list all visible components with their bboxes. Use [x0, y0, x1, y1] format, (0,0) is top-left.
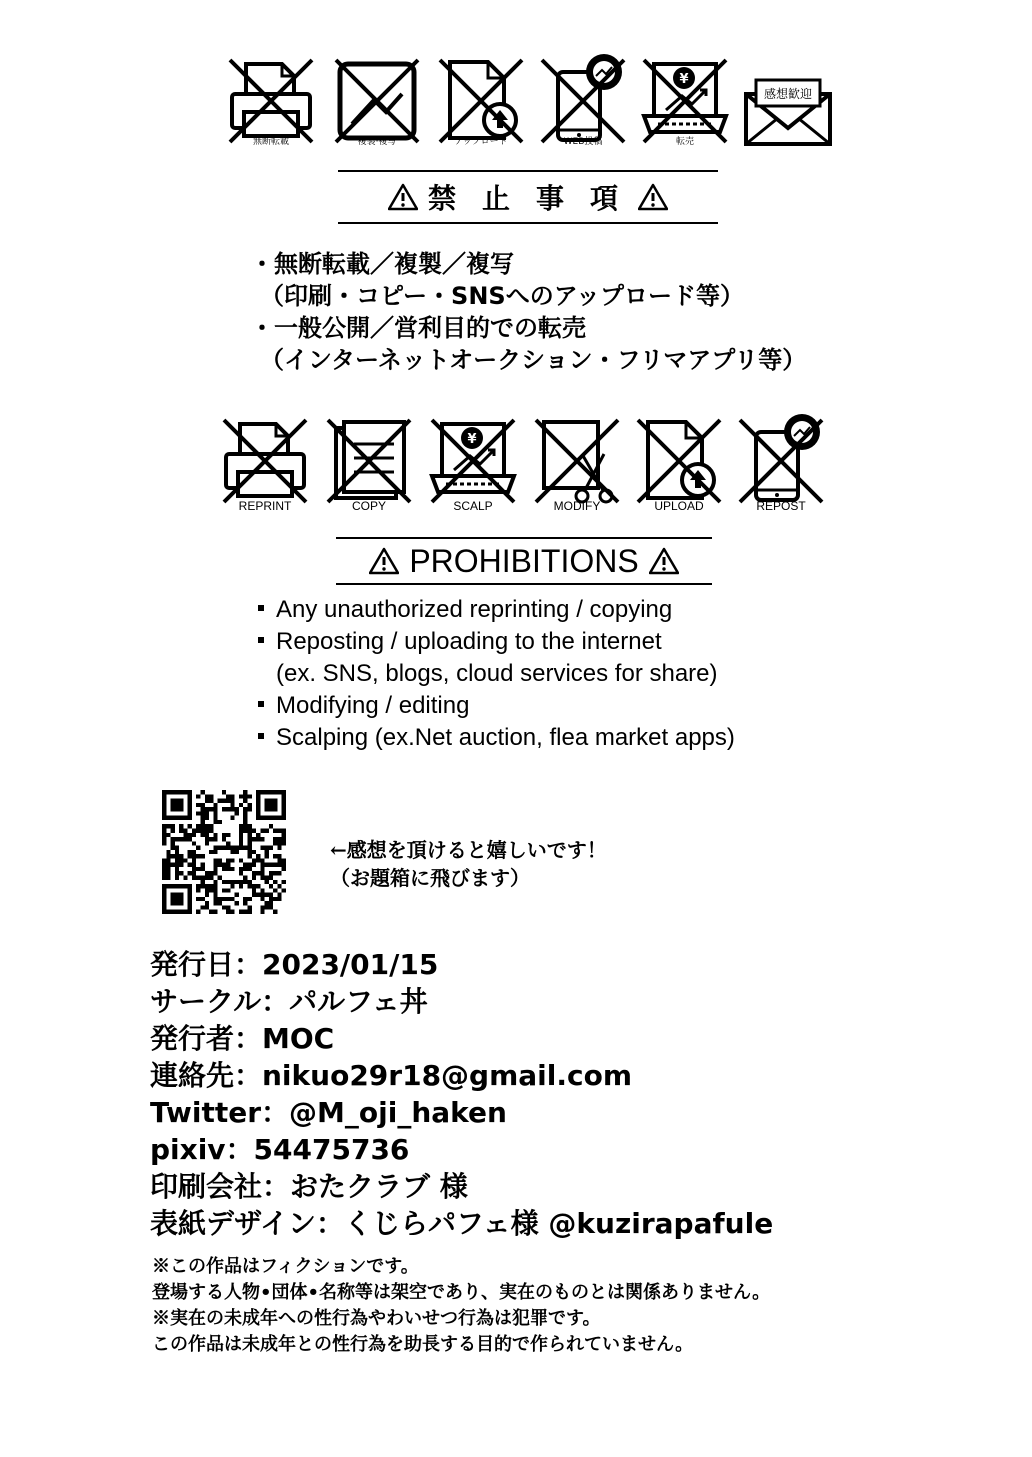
colophon-twitter: Twitter：@M_oji_haken — [150, 1096, 507, 1129]
disclaimer-notes — [152, 1254, 770, 1358]
icon-caption: 転売 — [675, 137, 694, 147]
qr-note-line: （お題箱に飛びます） — [330, 866, 530, 890]
jp-prohibition-detail: （インターネットオークション・フリマアプリ等） — [260, 346, 807, 374]
disclaimer-line: 登場する人物•団体•名称等は架空であり、実在のものとは関係ありません。 — [152, 1282, 771, 1303]
jp-prohibition-detail: （印刷・コピー・SNSへのアップロード等） — [260, 282, 745, 310]
en-prohibition-text: Any unauthorized reprinting / copying — [276, 596, 673, 623]
en-prohibition-text: (ex. SNS, blogs, cloud services for share) — [276, 660, 718, 687]
disclaimer-line: ※この作品はフィクションです。 — [152, 1256, 419, 1277]
en-prohibition-detail — [258, 658, 898, 690]
jp-banner-title: 禁止事項 — [427, 182, 644, 215]
warning-icon — [388, 183, 418, 211]
en-prohibitions-list — [258, 594, 898, 754]
warning-icon — [649, 547, 679, 575]
web-post-prohibited-icon — [536, 54, 630, 148]
en-banner-title: PROHIBITIONS — [409, 542, 639, 579]
upload-prohibited-icon — [632, 414, 726, 513]
colophon-cover-design: 表紙デザイン：くじらパフェ様 @kuzirapafule — [150, 1207, 774, 1240]
warning-icon — [369, 547, 399, 575]
feedback-welcome-icon — [742, 54, 836, 148]
colophon-pixiv: pixiv：54475736 — [150, 1133, 410, 1166]
icon-caption: REPRINT — [238, 499, 292, 513]
en-prohibition-item — [258, 594, 898, 626]
bullet — [258, 701, 264, 707]
colophon-publisher: 発行者：MOC — [150, 1022, 335, 1055]
resale-prohibited-icon — [638, 54, 732, 148]
colophon-contact: 連絡先：nikuo29r18@gmail.com — [150, 1059, 633, 1092]
colophon — [150, 946, 773, 1242]
bullet — [258, 637, 264, 643]
disclaimer-line: この作品は未成年との性行為を助長する目的で作られていません。 — [152, 1334, 694, 1355]
icon-caption: REPOST — [756, 499, 806, 513]
upload-prohibited-icon — [434, 54, 528, 148]
icon-caption: アップロード — [454, 137, 508, 147]
copy-prohibited-icon — [330, 54, 424, 148]
modify-prohibited-icon — [530, 414, 624, 513]
jp-prohibitions-list — [250, 248, 890, 376]
scalp-prohibited-icon — [426, 414, 520, 513]
feedback-welcome-label: 感想歓迎 — [763, 87, 813, 101]
copy-prohibited-icon — [322, 414, 416, 513]
jp-prohibition-item: ・無断転載／複製／複写 — [250, 250, 514, 278]
colophon-printer: 印刷会社：おたクラブ 様 — [150, 1170, 468, 1203]
jp-prohibition-item: ・一般公開／営利目的での転売 — [250, 314, 586, 342]
en-prohibition-text: Modifying / editing — [276, 692, 470, 719]
icon-caption: UPLOAD — [654, 499, 704, 513]
icon-caption: SCALP — [453, 499, 493, 513]
disclaimer-line: ※実在の未成年への性行為やわいせつ行為は犯罪です。 — [152, 1308, 601, 1329]
colophon-issue-date: 発行日：2023/01/15 — [150, 948, 439, 981]
reprint-prohibited-icon — [224, 54, 318, 148]
repost-prohibited-icon — [734, 414, 828, 513]
en-prohibition-text: Reposting / uploading to the internet — [276, 628, 662, 655]
icon-caption: 無断転載 — [252, 137, 289, 147]
bullet — [258, 605, 264, 611]
colophon-circle: サークル：パルフェ丼 — [150, 985, 428, 1018]
en-prohibition-item — [258, 626, 898, 658]
jp-prohibitions-banner — [338, 170, 718, 224]
qr-note — [330, 836, 607, 892]
bullet — [258, 733, 264, 739]
icon-caption: 複製·複写 — [357, 137, 397, 147]
icon-caption: WEB投稿 — [563, 137, 603, 147]
warning-icon — [638, 183, 668, 211]
en-prohibition-item — [258, 722, 898, 754]
en-prohibitions-banner — [336, 537, 712, 585]
qr-note-line: ←感想を頂けると嬉しいです！ — [330, 838, 607, 862]
reprint-prohibited-icon — [218, 414, 312, 513]
en-prohibition-item — [258, 690, 898, 722]
qr-code[interactable] — [162, 790, 286, 914]
en-prohibition-text: Scalping (ex.Net auction, flea market apps) — [276, 724, 735, 751]
icon-caption: MODIFY — [553, 499, 601, 513]
icon-caption: COPY — [351, 499, 386, 513]
